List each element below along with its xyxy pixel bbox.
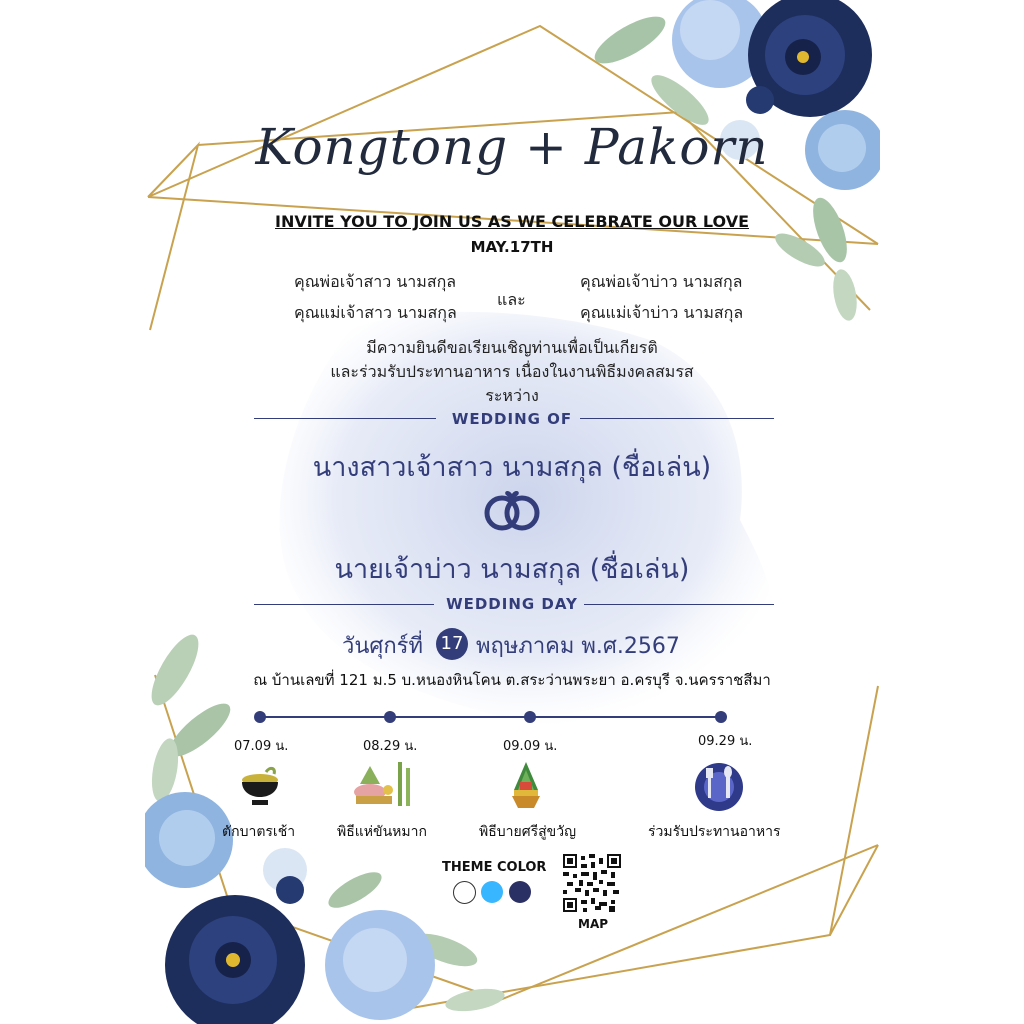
couple-names-script: Kongtong + Pakorn <box>255 118 769 176</box>
groom-name: นายเจ้าบ่าว นามสกุล (ชื่อเล่น) <box>334 554 690 585</box>
message-line-1: มีความยินดีขอเรียนเชิญท่านเพื่อเป็นเกียรติ <box>366 338 658 357</box>
date-day-badge <box>436 628 468 660</box>
invite-line: INVITE YOU TO JOIN US AS WE CELEBRATE OUR LOVE <box>275 212 749 231</box>
theme-color-label: THEME COLOR <box>442 860 547 875</box>
schedule-time-1: 07.09 น. <box>234 739 289 754</box>
theme-swatch-navy <box>509 881 531 903</box>
dining-plate-icon <box>694 762 744 812</box>
message-line-2: และร่วมรับประทานอาหาร เนื่องในงานพิธีมงคลสมรส <box>330 362 694 381</box>
timeline-line <box>260 716 721 718</box>
groom-father: คุณพ่อเจ้าบ่าว นามสกุล <box>580 272 743 291</box>
wedding-of-label: WEDDING OF <box>451 410 573 428</box>
khan-maak-procession-icon <box>350 756 416 810</box>
groom-mother: คุณแม่เจ้าบ่าว นามสกุล <box>580 303 744 322</box>
timeline-dot-2 <box>384 711 396 723</box>
map-qr-code[interactable] <box>563 854 621 912</box>
bride-name: นางสาวเจ้าสาว นามสกุล (ชื่อเล่น) <box>312 452 712 483</box>
theme-swatch-white <box>453 881 476 904</box>
alms-bowl-icon <box>236 762 284 810</box>
schedule-label-4: ร่วมรับประทานอาหาร <box>648 824 781 840</box>
map-label: MAP <box>578 917 609 931</box>
schedule-time-3: 09.09 น. <box>503 739 558 754</box>
wedding-day-label: WEDDING DAY <box>446 595 578 613</box>
schedule-label-1: ตักบาตรเช้า <box>222 824 296 840</box>
bride-father: คุณพ่อเจ้าสาว นามสกุล <box>294 272 457 291</box>
date-suffix: พฤษภาคม พ.ศ.2567 <box>476 634 680 659</box>
date-short: MAY.17TH <box>470 238 554 256</box>
schedule-label-2: พิธีแห่ขันหมาก <box>337 824 427 840</box>
timeline-dot-1 <box>254 711 266 723</box>
schedule-time-2: 08.29 น. <box>363 739 418 754</box>
wedding-rings-icon <box>479 485 545 533</box>
message-line-3: ระหว่าง <box>485 386 539 405</box>
venue: ณ บ้านเลขที่ 121 ม.5 บ.หนองหินโคน ต.สระว่านพระยา อ.ครบุรี จ.นครราชสีมา <box>253 671 771 689</box>
date-day: 17 <box>440 633 464 654</box>
theme-swatch-sky <box>481 881 503 903</box>
schedule-label-3: พิธีบายศรีสู่ขวัญ <box>479 824 577 840</box>
schedule-time-4: 09.29 น. <box>698 734 753 749</box>
bride-mother: คุณแม่เจ้าสาว นามสกุล <box>294 303 457 322</box>
and-label: และ <box>497 290 526 309</box>
baisri-icon <box>506 760 546 812</box>
date-prefix: วันศุกร์ที่ <box>342 634 423 659</box>
timeline-dot-4 <box>715 711 727 723</box>
timeline-dot-3 <box>524 711 536 723</box>
